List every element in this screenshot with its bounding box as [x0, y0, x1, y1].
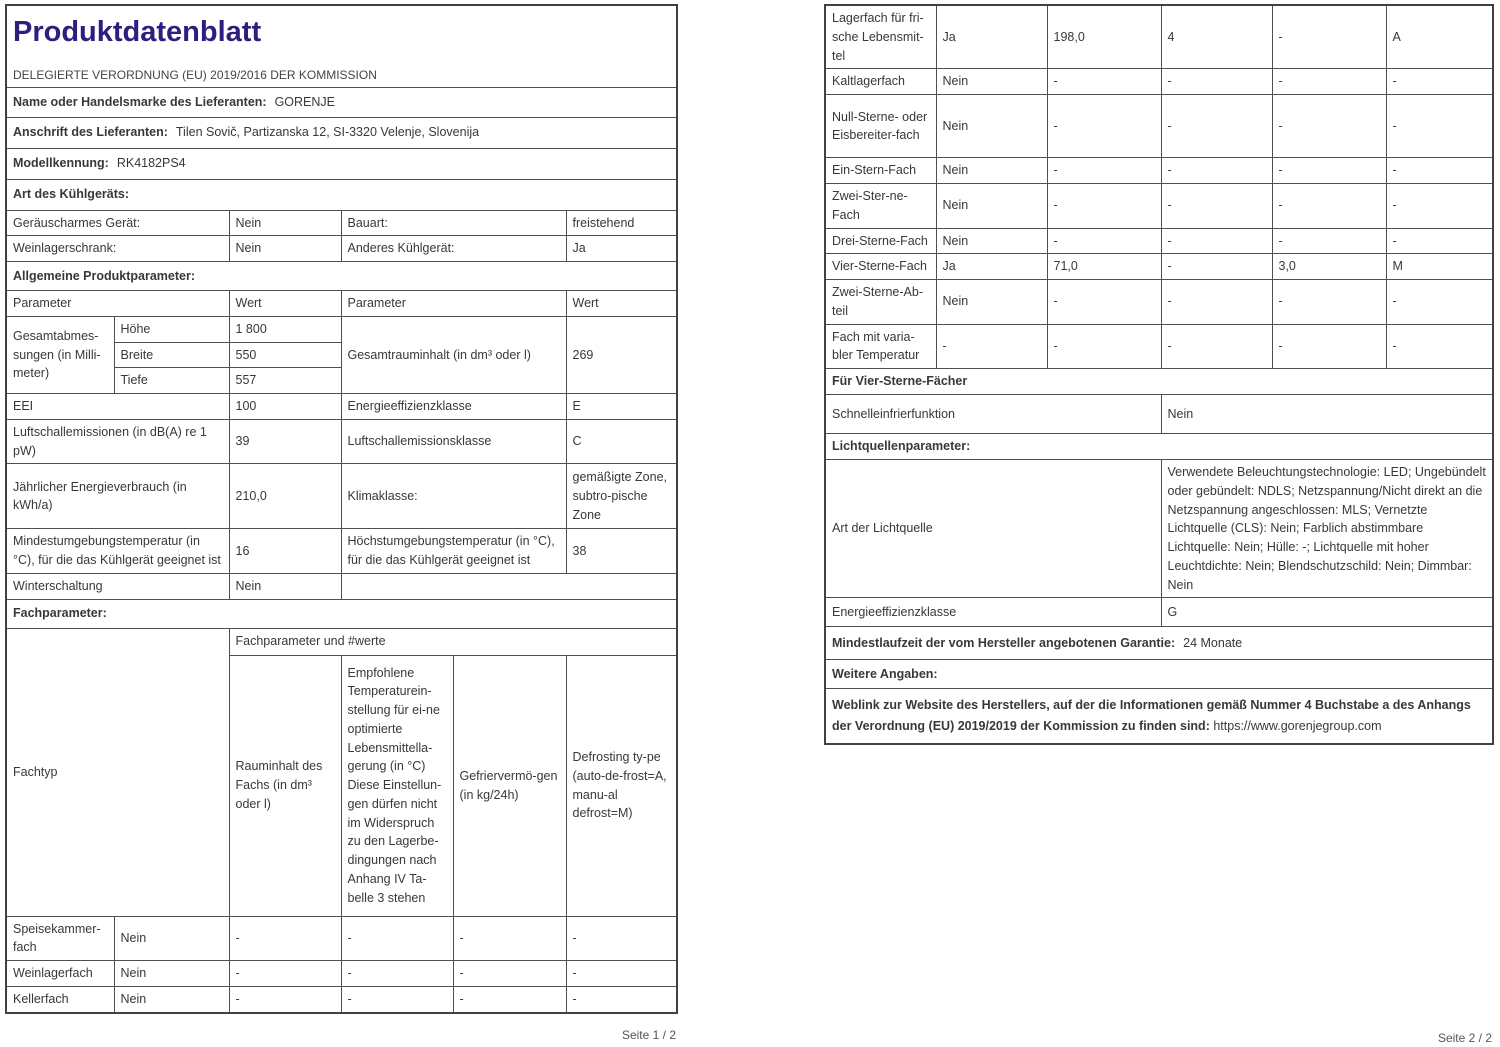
compartment-value: - [1047, 69, 1161, 95]
dimension-value: 550 [229, 342, 341, 368]
param-label: Jährlicher Energieverbrauch (in kWh/a) [6, 464, 229, 529]
param-value: Ja [566, 236, 677, 262]
fachtyp-corner-cell: Fachtyp [6, 628, 229, 916]
compartment-value: - [1386, 95, 1493, 158]
compartment-row [6, 916, 677, 961]
param-value: Nein [1161, 395, 1493, 434]
compartment-value: - [1161, 69, 1272, 95]
compartment-value: - [1047, 95, 1161, 158]
compartment-name: Speisekammer-fach [6, 916, 114, 961]
compartment-name: Drei-Sterne-Fach [825, 228, 936, 254]
dimensions-label: Gesamtabmes-sungen (in Milli-meter) [6, 316, 114, 393]
supplier-address-cell [6, 117, 677, 148]
compartment-value: - [1386, 324, 1493, 369]
param-value: gemäßigte Zone, subtro-pische Zone [566, 464, 677, 529]
param-value: C [566, 419, 677, 464]
compartment-value: - [1047, 228, 1161, 254]
compartment-value: - [1272, 95, 1386, 158]
param-label: Mindestumgebungstemperatur (in °C), für die das Kühlgerät geeignet ist [6, 529, 229, 574]
compartment-row [825, 280, 1493, 325]
warranty-label: Mindestlaufzeit der vom Hersteller angebotenen Garantie: [832, 635, 1176, 650]
compartment-value: - [1386, 280, 1493, 325]
param-label: EEI [6, 394, 229, 420]
compartment-value: - [229, 961, 341, 987]
param-value: 100 [229, 394, 341, 420]
table-row [6, 464, 677, 529]
param-label: Luftschallemissionen (in dB(A) re 1 pW) [6, 419, 229, 464]
table-row [825, 395, 1493, 434]
model-value: RK4182PS4 [116, 156, 186, 171]
table-row [6, 210, 677, 236]
section-header-light: Lichtquellenparameter: [825, 434, 1493, 460]
compartment-present: Ja [936, 5, 1047, 69]
compartment-value: - [229, 916, 341, 961]
compartment-present: Nein [114, 986, 229, 1012]
compartment-name: Null-Sterne- oder Eisbereiter-fach [825, 95, 936, 158]
dimension-name: Höhe [114, 316, 229, 342]
section-row-more-info [825, 660, 1493, 689]
column-header: Defrosting ty-pe (auto-de-frost=A, manu-al defrost=M) [566, 655, 677, 916]
warranty-cell [825, 627, 1493, 660]
compartment-value: - [1272, 69, 1386, 95]
compartment-present: Nein [936, 158, 1047, 184]
supplier-address-label: Anschrift des Lieferanten: [13, 125, 168, 140]
compartment-value: - [1272, 280, 1386, 325]
compartment-row [6, 986, 677, 1012]
compartment-value: 71,0 [1047, 254, 1161, 280]
column-header: Rauminhalt des Fachs (in dm³ oder l) [229, 655, 341, 916]
section-header-type: Art des Kühlgeräts: [6, 179, 677, 210]
compartment-value: M [1386, 254, 1493, 280]
param-value: Nein [229, 236, 341, 262]
supplier-address-row [6, 117, 677, 148]
warranty-value: 24 Monate [1183, 635, 1243, 650]
compartment-value: - [453, 961, 566, 987]
compartment-value: - [1161, 184, 1272, 229]
section-header-general: Allgemeine Produktparameter: [6, 262, 677, 291]
param-value: E [566, 394, 677, 420]
weblink-row [825, 689, 1493, 744]
compartment-value: - [1047, 324, 1161, 369]
compartment-value: - [341, 986, 453, 1012]
compartment-name: Weinlagerfach [6, 961, 114, 987]
table-row [6, 394, 677, 420]
compartment-value: - [1161, 324, 1272, 369]
compartment-value: - [1272, 184, 1386, 229]
param-value: G [1161, 598, 1493, 627]
compartment-present: - [936, 324, 1047, 369]
compartment-name: Fach mit varia-bler Temperatur [825, 324, 936, 369]
product-datasheet-page-1 [5, 4, 678, 1014]
compartment-value: 3,0 [1272, 254, 1386, 280]
param-label: Winterschaltung [6, 573, 229, 599]
column-header-row [6, 291, 677, 317]
compartment-value: - [1161, 158, 1272, 184]
warranty-row [825, 627, 1493, 660]
volume-label: Gesamtrauminhalt (in dm³ oder l) [341, 316, 566, 393]
param-value: freistehend [566, 210, 677, 236]
compartment-present: Nein [936, 69, 1047, 95]
compartment-value: 4 [1161, 5, 1272, 69]
light-source-label: Art der Lichtquelle [825, 460, 1161, 598]
supplier-name-label: Name oder Handelsmarke des Lieferanten: [13, 94, 267, 109]
compartment-row [6, 961, 677, 987]
section-header-four-star: Für Vier-Sterne-Fächer [825, 369, 1493, 395]
compartment-row [825, 184, 1493, 229]
weblink-cell [825, 689, 1493, 744]
compartment-value: - [566, 916, 677, 961]
param-value: 210,0 [229, 464, 341, 529]
page-title: Produktdatenblatt [13, 16, 262, 48]
section-row-light [825, 434, 1493, 460]
compartment-name: Lagerfach für fri-sche Lebensmit-tel [825, 5, 936, 69]
page-number-2: Seite 2 / 2 [1437, 1031, 1492, 1045]
compartment-name: Vier-Sterne-Fach [825, 254, 936, 280]
supplier-name-value: GORENJE [274, 94, 336, 109]
param-label: Anderes Kühlgerät: [341, 236, 566, 262]
compartment-value: - [1161, 280, 1272, 325]
column-header: Gefriervermö-gen (in kg/24h) [453, 655, 566, 916]
param-label: Energieeffizienzklasse [825, 598, 1161, 627]
section-row-general [6, 262, 677, 291]
section-header-compartments: Fachparameter: [6, 599, 677, 628]
compartment-value: - [1047, 184, 1161, 229]
compartment-value: - [1161, 228, 1272, 254]
param-label: Schnelleinfrierfunktion [825, 395, 1161, 434]
dimension-name: Tiefe [114, 368, 229, 394]
compartment-value: - [1161, 95, 1272, 158]
regulation-subtitle: DELEGIERTE VERORDNUNG (EU) 2019/2016 DER KOMMISSION [13, 67, 377, 82]
compartment-value: - [1161, 254, 1272, 280]
page-number-1: Seite 1 / 2 [621, 1028, 676, 1042]
compartment-name: Zwei-Ster-ne-Fach [825, 184, 936, 229]
title-cell [6, 5, 677, 87]
compartment-value: - [453, 986, 566, 1012]
compartment-name: Zwei-Sterne-Ab-teil [825, 280, 936, 325]
empty-cell [341, 573, 677, 599]
param-value: Nein [229, 573, 341, 599]
dimension-name: Breite [114, 342, 229, 368]
supplier-name-row [6, 87, 677, 117]
compartment-present: Nein [114, 961, 229, 987]
compartment-value: - [1047, 280, 1161, 325]
table-row [825, 598, 1493, 627]
column-header: Wert [566, 291, 677, 317]
section-row-four-star [825, 369, 1493, 395]
compartment-present: Ja [936, 254, 1047, 280]
param-label: Höchstumgebungstemperatur (in °C), für die das Kühlgerät geeignet ist [341, 529, 566, 574]
compartment-value: - [1272, 5, 1386, 69]
weblink-label: Weblink zur Website des Herstellers, auf der die Informationen gemäß Nummer 4 Buchstabe a des Anhangs der Verordnung (EU) 2019/2019 der Kommission zu finden sind: [832, 697, 1471, 733]
compartment-value: - [1386, 69, 1493, 95]
compartment-value: - [1272, 324, 1386, 369]
column-header: Wert [229, 291, 341, 317]
weblink-url: https://www.gorenjegroup.com [1213, 719, 1382, 733]
compartment-group-header: Fachparameter und #werte [229, 628, 677, 655]
param-value: 16 [229, 529, 341, 574]
param-label: Luftschallemissionsklasse [341, 419, 566, 464]
table-row [6, 419, 677, 464]
compartment-present: Nein [936, 228, 1047, 254]
column-header: Parameter [341, 291, 566, 317]
compartment-row [825, 158, 1493, 184]
model-row [6, 148, 677, 179]
compartment-value: - [1272, 158, 1386, 184]
table-row [6, 236, 677, 262]
light-source-value: Verwendete Beleuchtungstechnologie: LED; Ungebündelt oder gebündelt: NDLS; Netzspannung/Nicht direkt an die Netzspannung angeschlossen: MLS; Vernetzte Lichtquelle (CLS): Nein; Farblich abstimmbare Lichtquelle: Nein; Hülle: -; Lichtquelle mit hoher Leuchtdichte: Nein; Blendschutzschild: Nein; Dimmbar: Nein [1161, 460, 1493, 598]
model-cell [6, 148, 677, 179]
param-value: Nein [229, 210, 341, 236]
compartment-value: - [1047, 158, 1161, 184]
supplier-name-cell [6, 87, 677, 117]
compartment-row [825, 95, 1493, 158]
title-row [6, 5, 677, 87]
param-label: Klimaklasse: [341, 464, 566, 529]
compartment-present: Nein [114, 916, 229, 961]
compartment-value: 198,0 [1047, 5, 1161, 69]
column-header: Parameter [6, 291, 229, 317]
compartment-name: Kaltlagerfach [825, 69, 936, 95]
compartment-name: Ein-Stern-Fach [825, 158, 936, 184]
volume-value: 269 [566, 316, 677, 393]
model-label: Modellkennung: [13, 156, 109, 171]
param-label: Weinlagerschrank: [6, 236, 229, 262]
section-row-compartments [6, 599, 677, 628]
supplier-address-value: Tilen Sovič, Partizanska 12, SI-3320 Velenje, Slovenija [175, 125, 480, 140]
param-value: 38 [566, 529, 677, 574]
compartment-row [825, 228, 1493, 254]
compartment-present: Nein [936, 95, 1047, 158]
table-row [6, 316, 677, 342]
param-label: Energieeffizienzklasse [341, 394, 566, 420]
compartment-value: - [229, 986, 341, 1012]
section-header-more-info: Weitere Angaben: [825, 660, 1493, 689]
compartment-row [825, 254, 1493, 280]
compartment-row [825, 69, 1493, 95]
param-value: 39 [229, 419, 341, 464]
compartment-row [825, 324, 1493, 369]
section-row-type [6, 179, 677, 210]
compartment-present: Nein [936, 280, 1047, 325]
compartment-present: Nein [936, 184, 1047, 229]
compartment-value: A [1386, 5, 1493, 69]
compartment-value: - [566, 986, 677, 1012]
dimension-value: 557 [229, 368, 341, 394]
table-row [6, 529, 677, 574]
compartment-value: - [1386, 184, 1493, 229]
dimension-value: 1 800 [229, 316, 341, 342]
compartment-value: - [341, 916, 453, 961]
compartment-value: - [453, 916, 566, 961]
column-header: Empfohlene Temperaturein-stellung für ei-ne optimierte Lebensmittella-gerung (in °C) Diese Einstellun-gen dürfen nicht im Widerspruch zu den Lagerbe-dingungen nach Anhang IV Ta-belle 3 stehen [341, 655, 453, 916]
compartment-value: - [1272, 228, 1386, 254]
table-row [6, 573, 677, 599]
product-datasheet-page-2 [824, 4, 1494, 745]
compartment-value: - [566, 961, 677, 987]
compartment-value: - [1386, 158, 1493, 184]
compartment-row [825, 5, 1493, 69]
compartment-header-row [6, 628, 677, 655]
param-label: Bauart: [341, 210, 566, 236]
compartment-value: - [1386, 228, 1493, 254]
table-row [825, 460, 1493, 598]
param-label: Geräuscharmes Gerät: [6, 210, 229, 236]
compartment-value: - [341, 961, 453, 987]
compartment-name: Kellerfach [6, 986, 114, 1012]
